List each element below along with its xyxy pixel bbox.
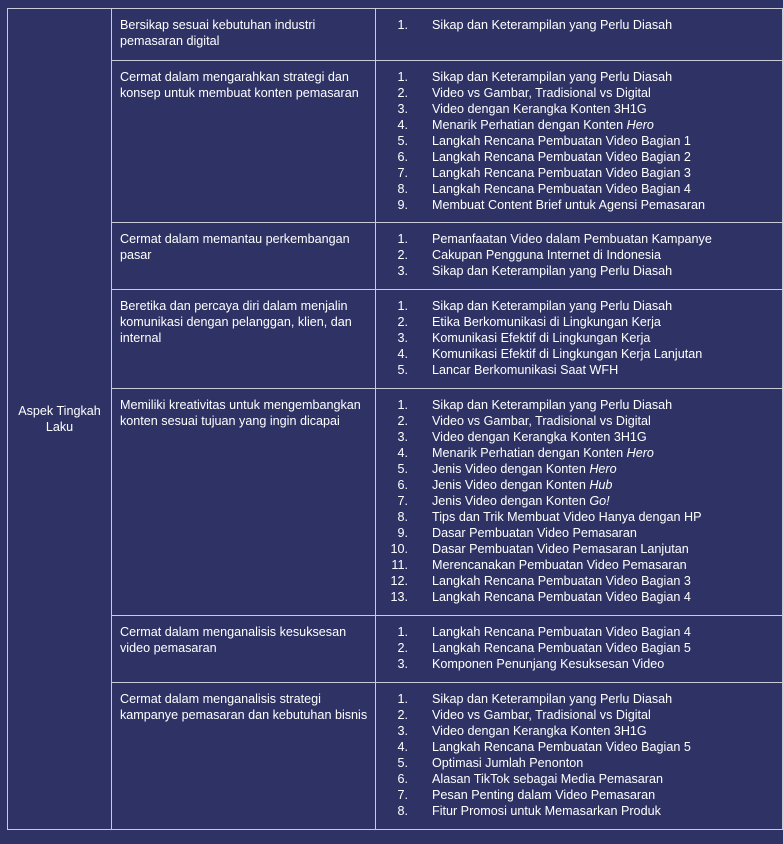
list-item-title <box>432 755 583 771</box>
list-item <box>376 691 782 707</box>
list-item-title-text: Langkah Rencana Pembuatan Video Bagian 4 <box>432 182 691 196</box>
list-item-number: 9. <box>397 198 408 212</box>
list-item-title-text: Langkah Rencana Pembuatan Video Bagian 4 <box>432 590 691 604</box>
list-item-number: 1. <box>397 299 408 313</box>
topic-list <box>376 389 782 605</box>
list-item <box>376 181 782 197</box>
list-item <box>376 509 782 525</box>
list-item <box>376 69 782 85</box>
list-item-number: 8. <box>397 804 408 818</box>
list-item-number: 13. <box>390 590 408 604</box>
list-item-title <box>432 573 691 589</box>
list-item <box>376 624 782 640</box>
list-item-title <box>432 509 702 525</box>
list-item <box>376 247 782 263</box>
list-item-title <box>432 149 691 165</box>
list-item-number: 10. <box>390 542 408 556</box>
list-item-number: 2. <box>397 414 408 428</box>
list-item-number: 5. <box>397 756 408 770</box>
topic-list <box>376 223 782 279</box>
list-item <box>376 525 782 541</box>
criterion-cell <box>112 616 376 683</box>
list-item-title-text: Pesan Penting dalam Video Pemasaran <box>432 788 656 802</box>
list-item-title <box>432 624 691 640</box>
list-item <box>376 803 782 819</box>
topic-list <box>376 9 782 33</box>
list-item-title-text: Langkah Rencana Pembuatan Video Bagian 3 <box>432 166 691 180</box>
list-item <box>376 656 782 672</box>
list-item-title-text: Optimasi Jumlah Penonton <box>432 756 584 770</box>
list-item-title-text: Menarik Perhatian dengan Konten <box>432 118 627 132</box>
list-item-number: 2. <box>397 86 408 100</box>
list-item-number: 8. <box>397 510 408 524</box>
list-item-number: 2. <box>397 248 408 262</box>
criterion-text: Cermat dalam menganalisis strategi kampanye pemasaran dan kebutuhan bisnis <box>120 692 368 722</box>
list-item-title-text: Langkah Rencana Pembuatan Video Bagian 5 <box>432 740 691 754</box>
list-item-title-emphasis: Hero <box>589 462 617 476</box>
list-item-title <box>432 117 654 133</box>
list-item-title-text: Langkah Rencana Pembuatan Video Bagian 2 <box>432 150 691 164</box>
list-item-title-text: Video dengan Kerangka Konten 3H1G <box>432 430 647 444</box>
criterion-cell <box>112 223 376 290</box>
table-row <box>8 290 783 389</box>
list-item-number: 1. <box>397 18 408 32</box>
list-item-title <box>432 723 647 739</box>
list-item-title-text: Langkah Rencana Pembuatan Video Bagian 1 <box>432 134 691 148</box>
list-item-number: 1. <box>397 232 408 246</box>
list-item-number: 2. <box>397 315 408 329</box>
criterion-text: Beretika dan percaya diri dalam menjalin komunikasi dengan pelanggan, klien, dan internal <box>120 299 352 345</box>
list-item-title-text: Sikap dan Keterampilan yang Perlu Diasah <box>432 264 673 278</box>
list-item <box>376 362 782 378</box>
list-item <box>376 445 782 461</box>
list-item-title <box>432 445 654 461</box>
list-item-title-text: Jenis Video dengan Konten <box>432 462 590 476</box>
list-item-title <box>432 231 712 247</box>
list-item-title-text: Etika Berkomunikasi di Lingkungan Kerja <box>432 315 661 329</box>
list-item-title-text: Video vs Gambar, Tradisional vs Digital <box>432 86 651 100</box>
list-item-title <box>432 541 689 557</box>
list-item-title-text: Video vs Gambar, Tradisional vs Digital <box>432 414 651 428</box>
list-item <box>376 85 782 101</box>
list-item-title <box>432 346 702 362</box>
list-item-title <box>432 69 672 85</box>
list-item-title <box>432 493 610 509</box>
list-item-title-text: Langkah Rencana Pembuatan Video Bagian 4 <box>432 625 691 639</box>
topic-list <box>376 290 782 378</box>
list-item-number: 3. <box>397 102 408 116</box>
list-item <box>376 346 782 362</box>
list-item-number: 4. <box>397 740 408 754</box>
list-item <box>376 640 782 656</box>
list-item-title <box>432 707 651 723</box>
list-item-number: 3. <box>397 264 408 278</box>
list-item-number: 1. <box>397 70 408 84</box>
list-item-title <box>432 739 691 755</box>
list-item-title-text: Dasar Pembuatan Video Pemasaran <box>432 526 637 540</box>
list-item <box>376 787 782 803</box>
list-item-number: 7. <box>397 166 408 180</box>
list-item-title-text: Jenis Video dengan Konten <box>432 478 590 492</box>
list-item-title <box>432 640 691 656</box>
list-item-title-text: Langkah Rencana Pembuatan Video Bagian 5 <box>432 641 691 655</box>
list-item-title-text: Jenis Video dengan Konten <box>432 494 590 508</box>
list-item-title <box>432 133 691 149</box>
aspect-label: Aspek Tingkah Laku <box>18 404 101 434</box>
list-item-title <box>432 181 691 197</box>
list-item <box>376 149 782 165</box>
criterion-cell <box>112 290 376 389</box>
list-item <box>376 263 782 279</box>
list-item-title <box>432 691 672 707</box>
list-item-title-emphasis: Hero <box>626 118 654 132</box>
list-item <box>376 165 782 181</box>
list-item-number: 11. <box>391 558 408 572</box>
list-item <box>376 739 782 755</box>
list-item <box>376 573 782 589</box>
criterion-text: Cermat dalam menganalisis kesuksesan video pemasaran <box>120 625 347 655</box>
topics-cell <box>376 223 783 290</box>
list-item-title <box>432 85 651 101</box>
list-item-title <box>432 771 663 787</box>
list-item-title <box>432 589 691 605</box>
criterion-cell <box>112 61 376 223</box>
list-item-title-text: Membuat Content Brief untuk Agensi Pemasaran <box>432 198 706 212</box>
list-item-title-emphasis: Hub <box>589 478 613 492</box>
list-item <box>376 461 782 477</box>
list-item-title <box>432 197 705 213</box>
list-item-number: 5. <box>397 363 408 377</box>
list-item-title <box>432 413 651 429</box>
list-item-title <box>432 101 647 117</box>
list-item-title-text: Menarik Perhatian dengan Konten <box>432 446 627 460</box>
list-item <box>376 589 782 605</box>
list-item-number: 7. <box>397 788 408 802</box>
list-item <box>376 413 782 429</box>
list-item-title <box>432 656 664 672</box>
list-item-number: 1. <box>397 625 408 639</box>
list-item <box>376 707 782 723</box>
list-item <box>376 17 782 33</box>
list-item-number: 5. <box>397 462 408 476</box>
list-item <box>376 429 782 445</box>
list-item <box>376 330 782 346</box>
list-item-title <box>432 461 617 477</box>
list-item <box>376 197 782 213</box>
table-row <box>8 9 783 61</box>
list-item-title-text: Video dengan Kerangka Konten 3H1G <box>432 724 647 738</box>
list-item-number: 5. <box>397 134 408 148</box>
list-item <box>376 723 782 739</box>
topics-cell <box>376 61 783 223</box>
list-item-number: 7. <box>397 494 408 508</box>
list-item-title-text: Langkah Rencana Pembuatan Video Bagian 3 <box>432 574 691 588</box>
criterion-text: Bersikap sesuai kebutuhan industri pemasaran digital <box>120 18 316 48</box>
criterion-cell <box>112 9 376 61</box>
topics-cell <box>376 9 783 61</box>
table-row <box>8 223 783 290</box>
list-item-number: 3. <box>397 657 408 671</box>
list-item-title-text: Sikap dan Keterampilan yang Perlu Diasah <box>432 692 673 706</box>
list-item-title <box>432 298 672 314</box>
list-item-title-text: Sikap dan Keterampilan yang Perlu Diasah <box>432 398 673 412</box>
list-item-title <box>432 557 687 573</box>
list-item-title <box>432 429 647 445</box>
list-item-number: 4. <box>397 118 408 132</box>
topics-cell <box>376 290 783 389</box>
list-item-title-text: Merencanakan Pembuatan Video Pemasaran <box>432 558 687 572</box>
list-item-title-text: Sikap dan Keterampilan yang Perlu Diasah <box>432 70 673 84</box>
list-item-number: 6. <box>397 772 408 786</box>
list-item-number: 4. <box>397 446 408 460</box>
list-item-title <box>432 165 691 181</box>
list-item-number: 12. <box>390 574 408 588</box>
list-item-title-text: Dasar Pembuatan Video Pemasaran Lanjutan <box>432 542 689 556</box>
table-row <box>8 61 783 223</box>
list-item-title-text: Lancar Berkomunikasi Saat WFH <box>432 363 619 377</box>
aspect-cell <box>8 9 112 830</box>
topic-list <box>376 616 782 672</box>
topic-list <box>376 61 782 213</box>
list-item-title-text: Pemanfaatan Video dalam Pembuatan Kampanye <box>432 232 712 246</box>
list-item <box>376 493 782 509</box>
list-item-number: 1. <box>397 398 408 412</box>
list-item <box>376 298 782 314</box>
criterion-text: Cermat dalam memantau perkembangan pasar <box>120 232 350 262</box>
criterion-text: Cermat dalam mengarahkan strategi dan konsep untuk membuat konten pemasaran <box>120 70 359 100</box>
topic-list <box>376 683 782 819</box>
list-item-number: 2. <box>397 708 408 722</box>
list-item-number: 1. <box>397 692 408 706</box>
list-item <box>376 133 782 149</box>
list-item-title <box>432 525 637 541</box>
list-item-number: 3. <box>397 724 408 738</box>
list-item-number: 2. <box>397 641 408 655</box>
list-item <box>376 541 782 557</box>
criterion-cell <box>112 683 376 830</box>
list-item-title-text: Alasan TikTok sebagai Media Pemasaran <box>432 772 664 786</box>
list-item-title-text: Tips dan Trik Membuat Video Hanya dengan HP <box>432 510 702 524</box>
topics-cell <box>376 389 783 616</box>
list-item <box>376 101 782 117</box>
list-item-title <box>432 263 672 279</box>
list-item <box>376 771 782 787</box>
list-item <box>376 557 782 573</box>
list-item-number: 8. <box>397 182 408 196</box>
list-item-title <box>432 397 672 413</box>
criterion-text: Memiliki kreativitas untuk mengembangkan konten sesuai tujuan yang ingin dicapai <box>120 398 361 428</box>
list-item-title <box>432 314 661 330</box>
list-item-title-text: Sikap dan Keterampilan yang Perlu Diasah <box>432 18 673 32</box>
list-item <box>376 755 782 771</box>
list-item-number: 3. <box>397 331 408 345</box>
list-item-title-emphasis: Hero <box>626 446 654 460</box>
list-item-title-emphasis: Go! <box>589 494 610 508</box>
list-item-title-text: Komponen Penunjang Kesuksesan Video <box>432 657 665 671</box>
list-item-title-text: Fitur Promosi untuk Memasarkan Produk <box>432 804 661 818</box>
list-item-title <box>432 362 618 378</box>
list-item-number: 6. <box>397 478 408 492</box>
list-item-number: 9. <box>397 526 408 540</box>
list-item-title-text: Sikap dan Keterampilan yang Perlu Diasah <box>432 299 673 313</box>
list-item-title-text: Cakupan Pengguna Internet di Indonesia <box>432 248 661 262</box>
list-item-title <box>432 17 672 33</box>
list-item-title <box>432 330 650 346</box>
list-item-title-text: Video vs Gambar, Tradisional vs Digital <box>432 708 651 722</box>
list-item <box>376 314 782 330</box>
topics-cell <box>376 683 783 830</box>
list-item-title <box>432 803 661 819</box>
list-item-number: 3. <box>397 430 408 444</box>
list-item <box>376 231 782 247</box>
list-item <box>376 397 782 413</box>
list-item-title-text: Komunikasi Efektif di Lingkungan Kerja Lanjutan <box>432 347 703 361</box>
list-item-title <box>432 787 655 803</box>
list-item-number: 6. <box>397 150 408 164</box>
list-item-title-text: Komunikasi Efektif di Lingkungan Kerja <box>432 331 651 345</box>
syllabus-table <box>7 8 783 830</box>
syllabus-table-body <box>8 9 783 830</box>
list-item-title-text: Video dengan Kerangka Konten 3H1G <box>432 102 647 116</box>
table-row <box>8 616 783 683</box>
list-item-title <box>432 247 661 263</box>
criterion-cell <box>112 389 376 616</box>
topics-cell <box>376 616 783 683</box>
list-item-title <box>432 477 612 493</box>
table-row <box>8 683 783 830</box>
table-row <box>8 389 783 616</box>
list-item <box>376 117 782 133</box>
list-item-number: 4. <box>397 347 408 361</box>
list-item <box>376 477 782 493</box>
